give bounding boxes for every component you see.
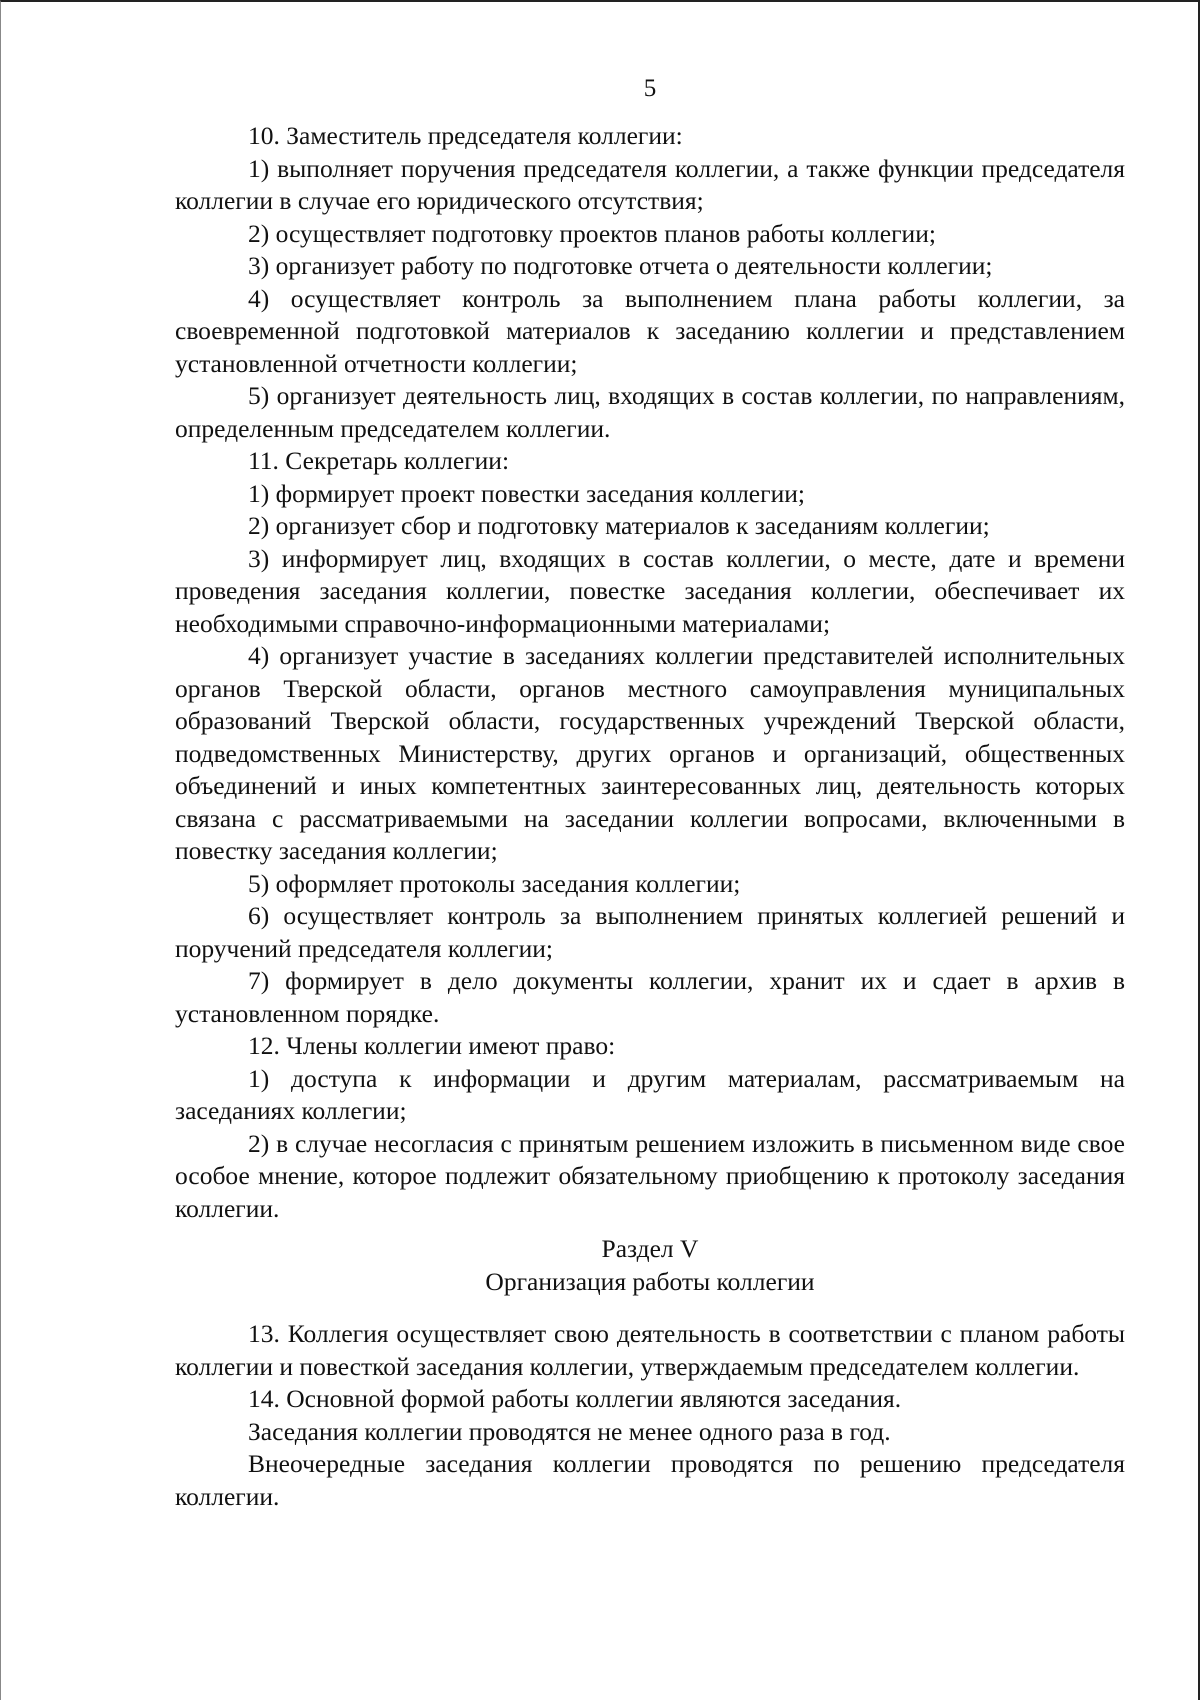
paragraph-11-item-3: 3) информирует лиц, входящих в состав коллегии, о месте, дате и времени проведения заседания коллегии, повестке заседания коллегии, обеспечивает их необходимыми справочно-информационными материалами; <box>175 543 1125 638</box>
paragraph-11-item-1: 1) формирует проект повестки заседания коллегии; <box>248 478 805 508</box>
paragraph-11-item-2: 2) организует сбор и подготовку материалов к заседаниям коллегии; <box>248 511 990 540</box>
paragraph-12-item-2: 2) в случае несогласия с принятым решением изложить в письменном виде свое особое мнение, которое подлежит обязательному приобщению к протоколу заседания коллегии. <box>175 1128 1125 1223</box>
document-body <box>175 120 1125 1513</box>
paragraph-11-item-4: 4) организует участие в заседаниях коллегии представителей исполнительных органов Тверской области, органов местного самоуправления муниципальных образований Тверской области, государственных учреждений Тверской области, подведомственных Министерству, других органов и организаций, общественных объединений и иных компетентных заинтересованных лиц, деятельность которых связана с рассматриваемыми на заседании коллегии вопросами, включенными в повестку заседания коллегии; <box>175 641 1125 865</box>
paragraph-11-item-6: 6) осуществляет контроль за выполнением принятых коллегией решений и поручений председателя коллегии; <box>175 901 1125 963</box>
paragraph-14: 14. Основной формой работы коллегии являются заседания. <box>248 1384 902 1413</box>
paragraph-14-extraordinary: Внеочередные заседания коллегии проводятся по решению председателя коллегии. <box>175 1449 1125 1511</box>
section-label: Раздел V <box>601 1234 699 1263</box>
paragraph-10-item-3: 3) организует работу по подготовке отчета о деятельности коллегии; <box>248 251 993 280</box>
paragraph-13: 13. Коллегия осуществляет свою деятельность в соответствии с планом работы коллегии и повесткой заседания коллегии, утверждаемым председателем коллегии. <box>175 1319 1125 1381</box>
paragraph-11-secretary: 11. Секретарь коллегии: <box>248 446 510 475</box>
paragraph-10-item-4: 4) осуществляет контроль за выполнением плана работы коллегии, за своевременной подготовкой материалов к заседанию коллегии и представлением установленной отчетности коллегии; <box>175 283 1125 378</box>
section-header <box>175 1233 1125 1298</box>
paragraph-12-item-1: 1) доступа к информации и другим материалам, рассматриваемым на заседаниях коллегии; <box>175 1063 1125 1125</box>
paragraph-11-item-5: 5) оформляет протоколы заседания коллегии; <box>248 868 741 898</box>
paragraph-14-frequency: Заседания коллегии проводятся не менее одного раза в год. <box>248 1416 891 1446</box>
paragraph-10-item-2: 2) осуществляет подготовку проектов планов работы коллегии; <box>248 218 936 248</box>
paragraph-11-item-7: 7) формирует в дело документы коллегии, хранит их и сдает в архив в установленном порядке. <box>175 966 1125 1028</box>
section-title: Организация работы коллегии <box>485 1266 815 1296</box>
page-number: 5 <box>643 75 657 102</box>
paragraph-10-item-1: 1) выполняет поручения председателя коллегии, а также функции председателя коллегии в случае его юридического отсутствия; <box>175 153 1125 215</box>
paragraph-10-deputy-chair: 10. Заместитель председателя коллегии: <box>248 121 683 150</box>
paragraph-12-members-rights: 12. Члены коллегии имеют право: <box>248 1031 616 1060</box>
paragraph-10-item-5: 5) организует деятельность лиц, входящих в состав коллегии, по направлениям, определенным председателем коллегии. <box>175 381 1125 443</box>
